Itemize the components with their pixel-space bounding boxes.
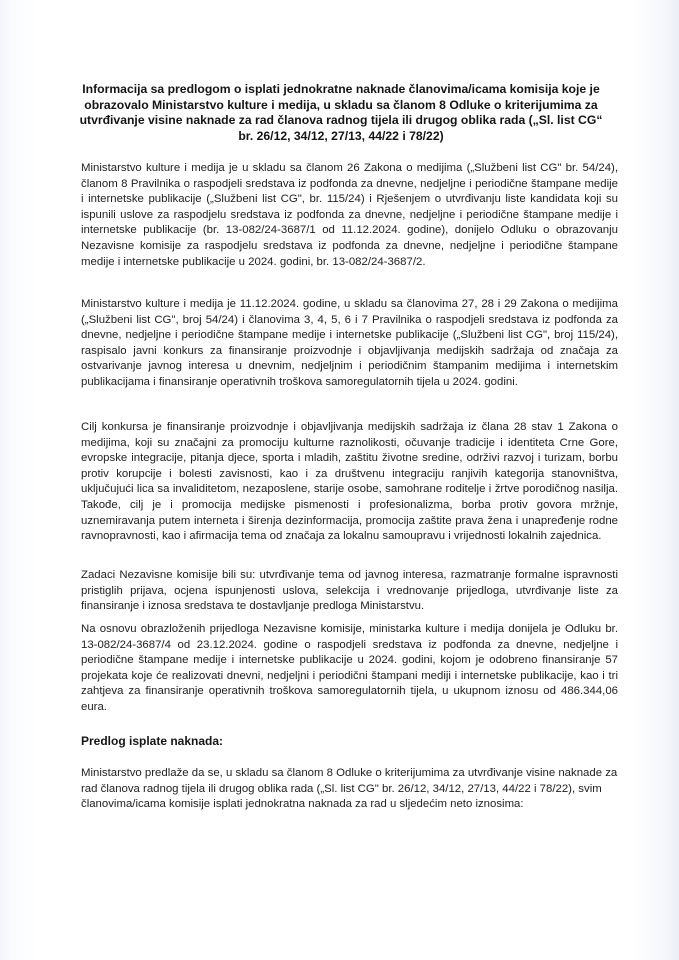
paragraph-competition-goal: Cilj konkursa je finansiranje proizvodnje i objavljivanja medijskih sadržaja iz člana 28 stav 1 Zakona o medijima, koji su značajni za promociju kulturne raznolikosti, očuvanje tradicije i identiteta Crne Gore, evropske integracije, pitanja djece, sporta i mladih, zaštitu životne sredine, održivi razvoj i turizam, borbu protiv korupcije i bolesti zavisnosti, kao i za društvenu integraciju ranjivih kategorija stanovništva, uključujući lica sa invaliditetom, nezaposlene, starije osobe, samohrane roditelje i žrtve porodičnog nasilja. Takođe, cilj je i promocija medijske pismenosti i profesionalizma, borba protiv govora mržnje, uznemiravanja putem interneta i širenja dezinformacija, promocija zaštite prava žena i unapređenje rodne ravnopravnosti, kao i afirmacija tema od značaja za lokalnu samoupravu i vrijednosti lokalnih zajednica. [81, 421, 618, 543]
paragraph-payment-proposal: Ministarstvo predlaže da se, u skladu sa članom 8 Odluke o kriterijumima za utvrđivanje visine naknade za rad članova radnog tijela ili drugog oblika rada („Sl. list CG" br. 26/12, 34/12, 27/13, 44/22 i 78/22), svim članovima/icama komisije isplati jednokratna naknada za rad u sljedećim neto iznosima: [81, 767, 618, 811]
paragraph-public-competition: Ministarstvo kulture i medija je 11.12.2024. godine, u skladu sa članovima 27, 28 i 29 Zakona o medijima („Službeni list CG", broj 54/24) i članovima 3, 4, 5, 6 i 7 Pravilnika o raspodjeli sredstava iz podfonda za dnevne, nedjeljne i periodične štampane medije i internetske publikacije („Službeni list CG", broj 115/24), raspisalo javni konkurs za finansiranje proizvodnje i objavljivanja medijskih sadržaja od značaja za ostvarivanje javnog interesa u dnevnim, nedjeljnim i periodičnim štampanim medijima i internetskim publikacijama i finansiranje operativnih troškova samoregulatornih tijela u 2024. godini. [81, 298, 618, 388]
paragraph-commission-formation: Ministarstvo kulture i medija je u skladu sa članom 26 Zakona o medijima („Službeni list CG" br. 54/24), članom 8 Pravilnika o raspodjeli sredstava iz podfonda za dnevne, nedjeljne i periodične štampane medije i internetske publikacije („Službeni list CG", br. 115/24) i Rješenjem o utvrđivanju liste kandidata koji su ispunili uslove za raspodjelu sredstava iz podfonda za dnevne, nedjeljne i periodične štampane medije i internetske publikacije (br. 13-082/24-3687/1 od 11.12.2024. godine), donijelo Odluku o obrazovanju Nezavisne komisije za raspodjelu sredstava iz podfonda za dnevne, nedjeljne i periodične štampane medije i internetske publikacije u 2024. godini, br. 13-082/24-3687/2. [81, 162, 618, 268]
document-title: Informacija sa predlogom o isplati jednokratne naknade članovima/icama komisija koje je obrazovalo Ministarstvo kulture i medija, u skladu sa članom 8 Odluke o kriterijumima za utvrđivanje visine naknade za rad članova radnog tijela ili drugog oblika rada („Sl. list CG“ br. 26/12, 34/12, 27/13, 44/22 i 78/22) [79, 82, 603, 143]
paragraph-funding-decision: Na osnovu obrazloženih prijedloga Nezavisne komisije, ministarka kulture i medija donijela je Odluku br. 13-082/24-3687/4 od 23.12.2024. godine o raspodjeli sredstava iz podfonda za dnevne, nedjeljne i periodične štampane medije i internetske publikacije u 2024. godini, kojom je odobreno finansiranje 57 projekata koje će realizovati dnevni, nedjeljni i periodični štampani mediji i internetske publikacije, kao i tri zahtjeva za finansiranje operativnih troškova samoregulatornih tijela, u ukupnom iznosu od 486.344,06 eura. [81, 623, 618, 713]
paragraph-commission-tasks: Zadaci Nezavisne komisije bili su: utvrđivanje tema od javnog interesa, razmatranje formalne ispravnosti pristiglih prijava, ocjena ispunjenosti uslova, selekcija i vrednovanje prijedloga, utvrđivanje liste za finansiranje i iznosa sredstava te dostavljanje predloga Ministarstvu. [81, 569, 618, 613]
section-heading-payment-proposal: Predlog isplate naknada: [81, 734, 224, 748]
